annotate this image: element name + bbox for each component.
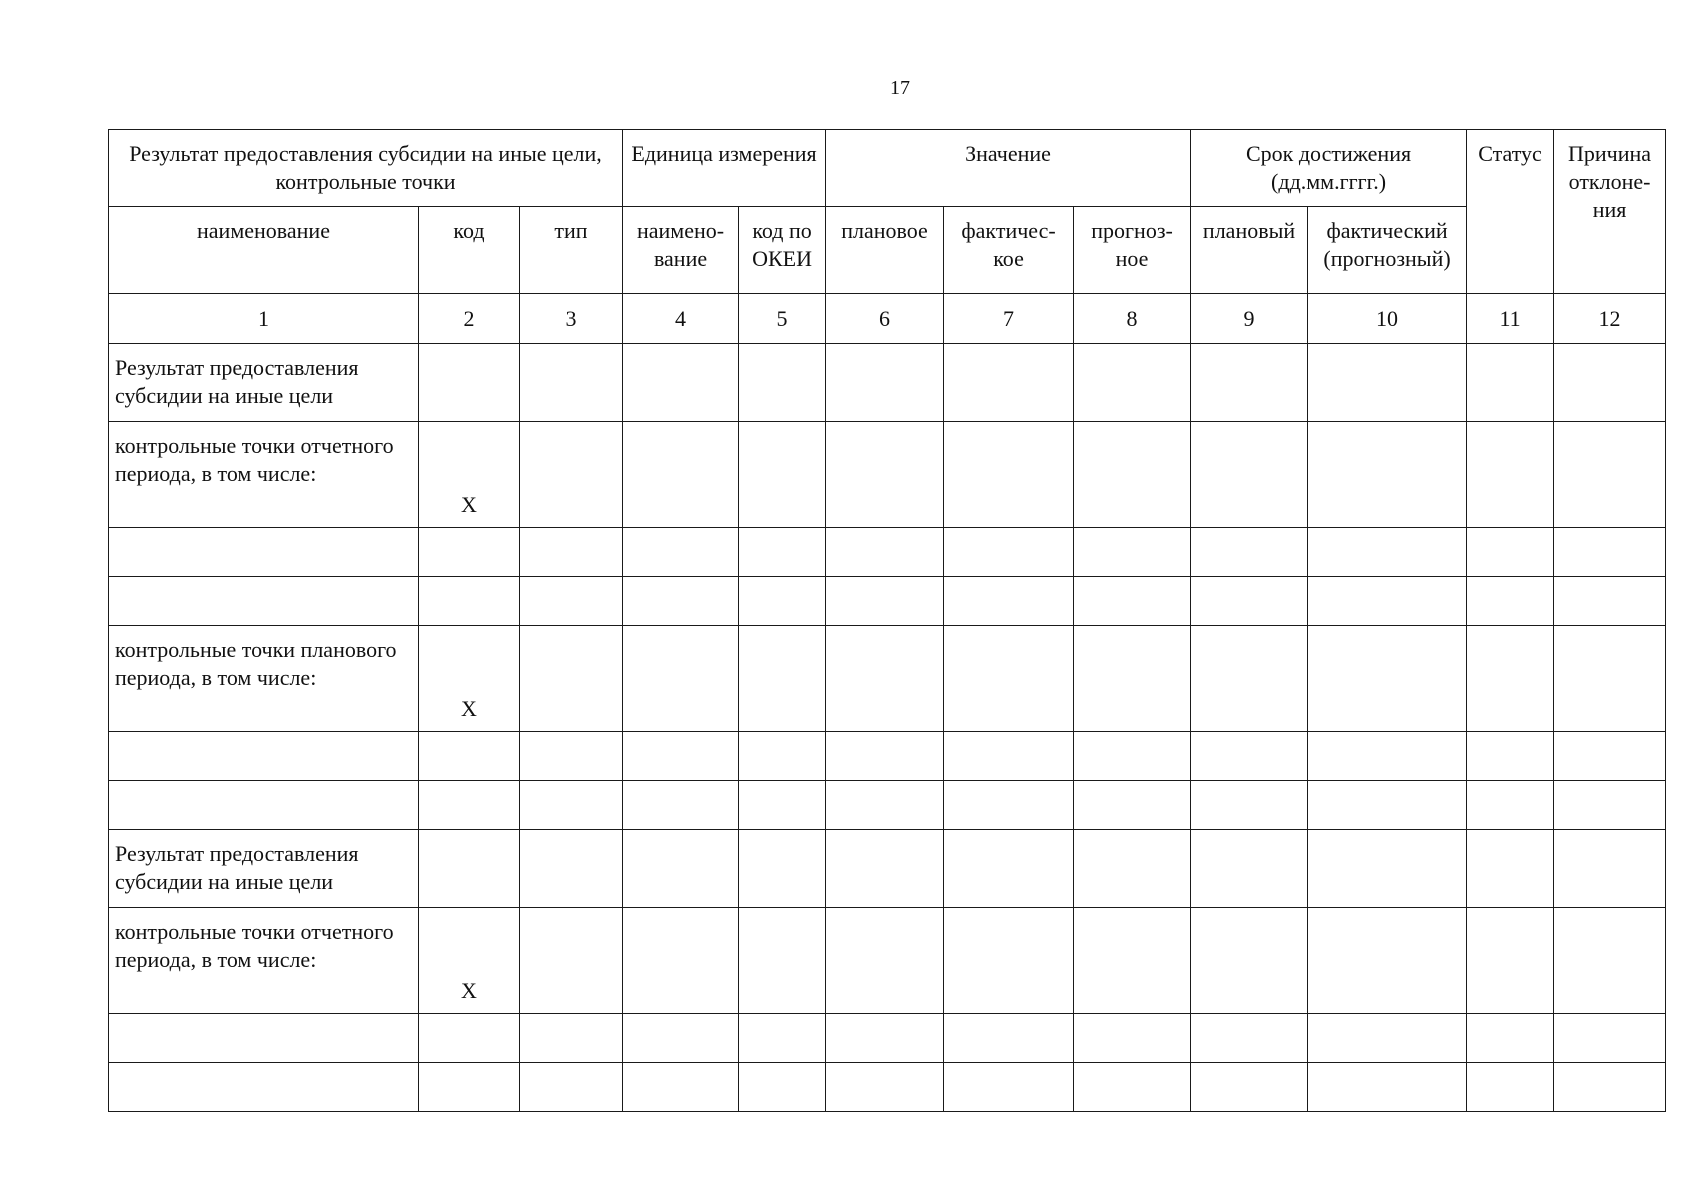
table-cell[interactable] <box>944 344 1074 422</box>
table-cell[interactable] <box>1308 1063 1467 1112</box>
table-cell[interactable] <box>1467 528 1554 577</box>
table-cell[interactable] <box>520 422 623 528</box>
column-number: 5 <box>739 294 826 344</box>
header-name: наименование <box>109 207 419 294</box>
table-cell[interactable] <box>1467 830 1554 908</box>
table-cell[interactable] <box>944 830 1074 908</box>
table-cell[interactable] <box>1467 626 1554 732</box>
table-cell[interactable] <box>826 908 944 1014</box>
row-label-result: Результат предоставления субсидии на иные цели <box>109 344 419 422</box>
table-cell[interactable] <box>1467 344 1554 422</box>
table-cell[interactable] <box>419 732 520 781</box>
table-cell[interactable] <box>623 577 739 626</box>
table-cell[interactable] <box>826 781 944 830</box>
column-number: 2 <box>419 294 520 344</box>
table-cell[interactable] <box>739 626 826 732</box>
header-result-group: Результат предоставления субсидии на иные цели, контрольные точки <box>109 130 623 207</box>
table-cell[interactable] <box>520 732 623 781</box>
table-cell[interactable] <box>1554 528 1666 577</box>
table-cell[interactable] <box>1554 1014 1666 1063</box>
table-cell[interactable] <box>1308 626 1467 732</box>
column-number: 6 <box>826 294 944 344</box>
table-cell[interactable] <box>520 781 623 830</box>
table-cell[interactable] <box>739 908 826 1014</box>
table-cell[interactable] <box>109 577 419 626</box>
table-cell[interactable] <box>1191 1063 1308 1112</box>
table-cell[interactable] <box>944 528 1074 577</box>
table-cell[interactable] <box>419 1063 520 1112</box>
table-cell[interactable] <box>109 732 419 781</box>
table-row <box>109 830 1666 908</box>
table-row <box>109 422 1666 528</box>
table-cell[interactable] <box>1467 1014 1554 1063</box>
row-label-control-points-report: контрольные точки отчетного периода, в том числе: <box>109 422 419 528</box>
table-row <box>109 626 1666 732</box>
table-cell[interactable] <box>1467 577 1554 626</box>
table-cell[interactable] <box>1467 781 1554 830</box>
table-cell[interactable] <box>109 781 419 830</box>
table-cell[interactable] <box>1308 781 1467 830</box>
subsidy-result-table <box>108 129 1666 1112</box>
table-cell[interactable] <box>1554 830 1666 908</box>
header-actual-term: фактический (прогнозный) <box>1308 207 1467 294</box>
table-cell[interactable] <box>419 781 520 830</box>
table-cell[interactable] <box>944 1014 1074 1063</box>
table-cell[interactable] <box>826 732 944 781</box>
table-cell[interactable] <box>419 528 520 577</box>
table-cell[interactable] <box>739 732 826 781</box>
column-number: 7 <box>944 294 1074 344</box>
table-cell[interactable] <box>944 781 1074 830</box>
header-row-2 <box>109 207 1666 294</box>
column-number: 1 <box>109 294 419 344</box>
header-unit-okei: код по ОКЕИ <box>739 207 826 294</box>
table-cell[interactable] <box>1191 626 1308 732</box>
table-cell[interactable] <box>1074 626 1191 732</box>
table-cell[interactable] <box>1191 830 1308 908</box>
table-cell[interactable] <box>944 1063 1074 1112</box>
table-cell[interactable] <box>623 1063 739 1112</box>
header-actual-value: фактичес-кое <box>944 207 1074 294</box>
column-number: 10 <box>1308 294 1467 344</box>
table-cell[interactable] <box>1554 626 1666 732</box>
table-cell[interactable] <box>826 528 944 577</box>
table-cell[interactable] <box>1554 422 1666 528</box>
table-cell[interactable] <box>623 830 739 908</box>
table-cell[interactable] <box>1191 528 1308 577</box>
table-cell[interactable] <box>1467 908 1554 1014</box>
table-cell[interactable] <box>1467 1063 1554 1112</box>
table-cell[interactable] <box>1191 781 1308 830</box>
header-reason: Причина отклоне-ния <box>1554 130 1666 294</box>
table-cell[interactable] <box>623 1014 739 1063</box>
column-number: 12 <box>1554 294 1666 344</box>
table-cell[interactable] <box>1191 422 1308 528</box>
table-cell[interactable] <box>944 577 1074 626</box>
table-cell[interactable] <box>1191 344 1308 422</box>
table-cell[interactable] <box>1074 528 1191 577</box>
header-planned-value: плановое <box>826 207 944 294</box>
table-cell[interactable] <box>623 781 739 830</box>
table-row <box>109 908 1666 1014</box>
table-cell[interactable] <box>623 908 739 1014</box>
table-row <box>109 528 1666 577</box>
table-cell[interactable] <box>520 1014 623 1063</box>
table-cell[interactable] <box>520 528 623 577</box>
table-cell[interactable] <box>826 830 944 908</box>
column-numbers-row <box>109 294 1666 344</box>
table-cell[interactable] <box>520 344 623 422</box>
table-cell[interactable] <box>1074 577 1191 626</box>
table-cell[interactable] <box>109 1014 419 1063</box>
table-cell[interactable] <box>623 626 739 732</box>
table-cell[interactable] <box>1074 422 1191 528</box>
row-label-result: Результат предоставления субсидии на иные цели <box>109 830 419 908</box>
header-value-group: Значение <box>826 130 1191 207</box>
table-cell[interactable] <box>826 344 944 422</box>
table-cell[interactable] <box>1074 732 1191 781</box>
table-cell[interactable] <box>1308 577 1467 626</box>
table-cell[interactable] <box>1074 344 1191 422</box>
table-cell[interactable] <box>1308 1014 1467 1063</box>
table-cell[interactable] <box>520 626 623 732</box>
table-cell[interactable] <box>623 344 739 422</box>
header-code: код <box>419 207 520 294</box>
table-cell[interactable] <box>739 1063 826 1112</box>
table-cell[interactable] <box>1191 732 1308 781</box>
table-cell[interactable] <box>944 626 1074 732</box>
table-row <box>109 732 1666 781</box>
table-cell[interactable] <box>1191 577 1308 626</box>
table-cell[interactable] <box>419 577 520 626</box>
table-cell[interactable] <box>623 422 739 528</box>
table-cell[interactable] <box>1308 908 1467 1014</box>
table-cell[interactable] <box>520 577 623 626</box>
table-cell[interactable] <box>1074 830 1191 908</box>
table-cell[interactable] <box>1074 1063 1191 1112</box>
table-cell[interactable] <box>1308 344 1467 422</box>
table-row <box>109 1014 1666 1063</box>
table-row <box>109 344 1666 422</box>
code-x-mark: X <box>419 908 520 1014</box>
table-cell[interactable] <box>419 830 520 908</box>
header-unit-group: Единица измерения <box>623 130 826 207</box>
table-cell[interactable] <box>739 577 826 626</box>
header-status: Статус <box>1467 130 1554 294</box>
table-cell[interactable] <box>1074 1014 1191 1063</box>
table-cell[interactable] <box>944 732 1074 781</box>
table-cell[interactable] <box>1467 732 1554 781</box>
table-cell[interactable] <box>1308 422 1467 528</box>
table-cell[interactable] <box>1554 1063 1666 1112</box>
table-cell[interactable] <box>1467 422 1554 528</box>
table-cell[interactable] <box>520 830 623 908</box>
table-cell[interactable] <box>826 626 944 732</box>
table-cell[interactable] <box>1554 577 1666 626</box>
table-cell[interactable] <box>520 908 623 1014</box>
table-cell[interactable] <box>739 344 826 422</box>
table-cell[interactable] <box>419 344 520 422</box>
table-row <box>109 577 1666 626</box>
row-label-control-points-plan: контрольные точки планового периода, в том числе: <box>109 626 419 732</box>
header-planned-term: плановый <box>1191 207 1308 294</box>
table-cell[interactable] <box>1554 908 1666 1014</box>
table-cell[interactable] <box>1191 908 1308 1014</box>
column-number: 8 <box>1074 294 1191 344</box>
table-cell[interactable] <box>739 1014 826 1063</box>
table-cell[interactable] <box>109 528 419 577</box>
header-row-1 <box>109 130 1666 207</box>
table-cell[interactable] <box>739 830 826 908</box>
table-cell[interactable] <box>1554 781 1666 830</box>
table-cell[interactable] <box>739 781 826 830</box>
table-cell[interactable] <box>826 577 944 626</box>
table-cell[interactable] <box>623 528 739 577</box>
table-cell[interactable] <box>944 422 1074 528</box>
table-cell[interactable] <box>1308 732 1467 781</box>
table-cell[interactable] <box>1554 344 1666 422</box>
table-cell[interactable] <box>1308 830 1467 908</box>
column-number: 11 <box>1467 294 1554 344</box>
table-row <box>109 1063 1666 1112</box>
page-number: 17 <box>890 77 910 99</box>
table-cell[interactable] <box>623 732 739 781</box>
header-type: тип <box>520 207 623 294</box>
column-number: 9 <box>1191 294 1308 344</box>
table-cell[interactable] <box>826 1014 944 1063</box>
table-cell[interactable] <box>1308 528 1467 577</box>
table-cell[interactable] <box>419 1014 520 1063</box>
table-cell[interactable] <box>1074 781 1191 830</box>
table-cell[interactable] <box>520 1063 623 1112</box>
table-cell[interactable] <box>1554 732 1666 781</box>
table-row <box>109 781 1666 830</box>
table-cell[interactable] <box>944 908 1074 1014</box>
row-label-control-points-report: контрольные точки отчетного периода, в том числе: <box>109 908 419 1014</box>
column-number: 3 <box>520 294 623 344</box>
table-cell[interactable] <box>826 422 944 528</box>
table-cell[interactable] <box>1191 1014 1308 1063</box>
header-forecast-value: прогноз-ное <box>1074 207 1191 294</box>
column-number: 4 <box>623 294 739 344</box>
code-x-mark: X <box>419 422 520 528</box>
table-cell[interactable] <box>739 422 826 528</box>
table-cell[interactable] <box>826 1063 944 1112</box>
table-cell[interactable] <box>739 528 826 577</box>
table-cell[interactable] <box>109 1063 419 1112</box>
table-cell[interactable] <box>1074 908 1191 1014</box>
header-unit-name: наимено-вание <box>623 207 739 294</box>
code-x-mark: X <box>419 626 520 732</box>
header-term-group: Срок достижения (дд.мм.гггг.) <box>1191 130 1467 207</box>
